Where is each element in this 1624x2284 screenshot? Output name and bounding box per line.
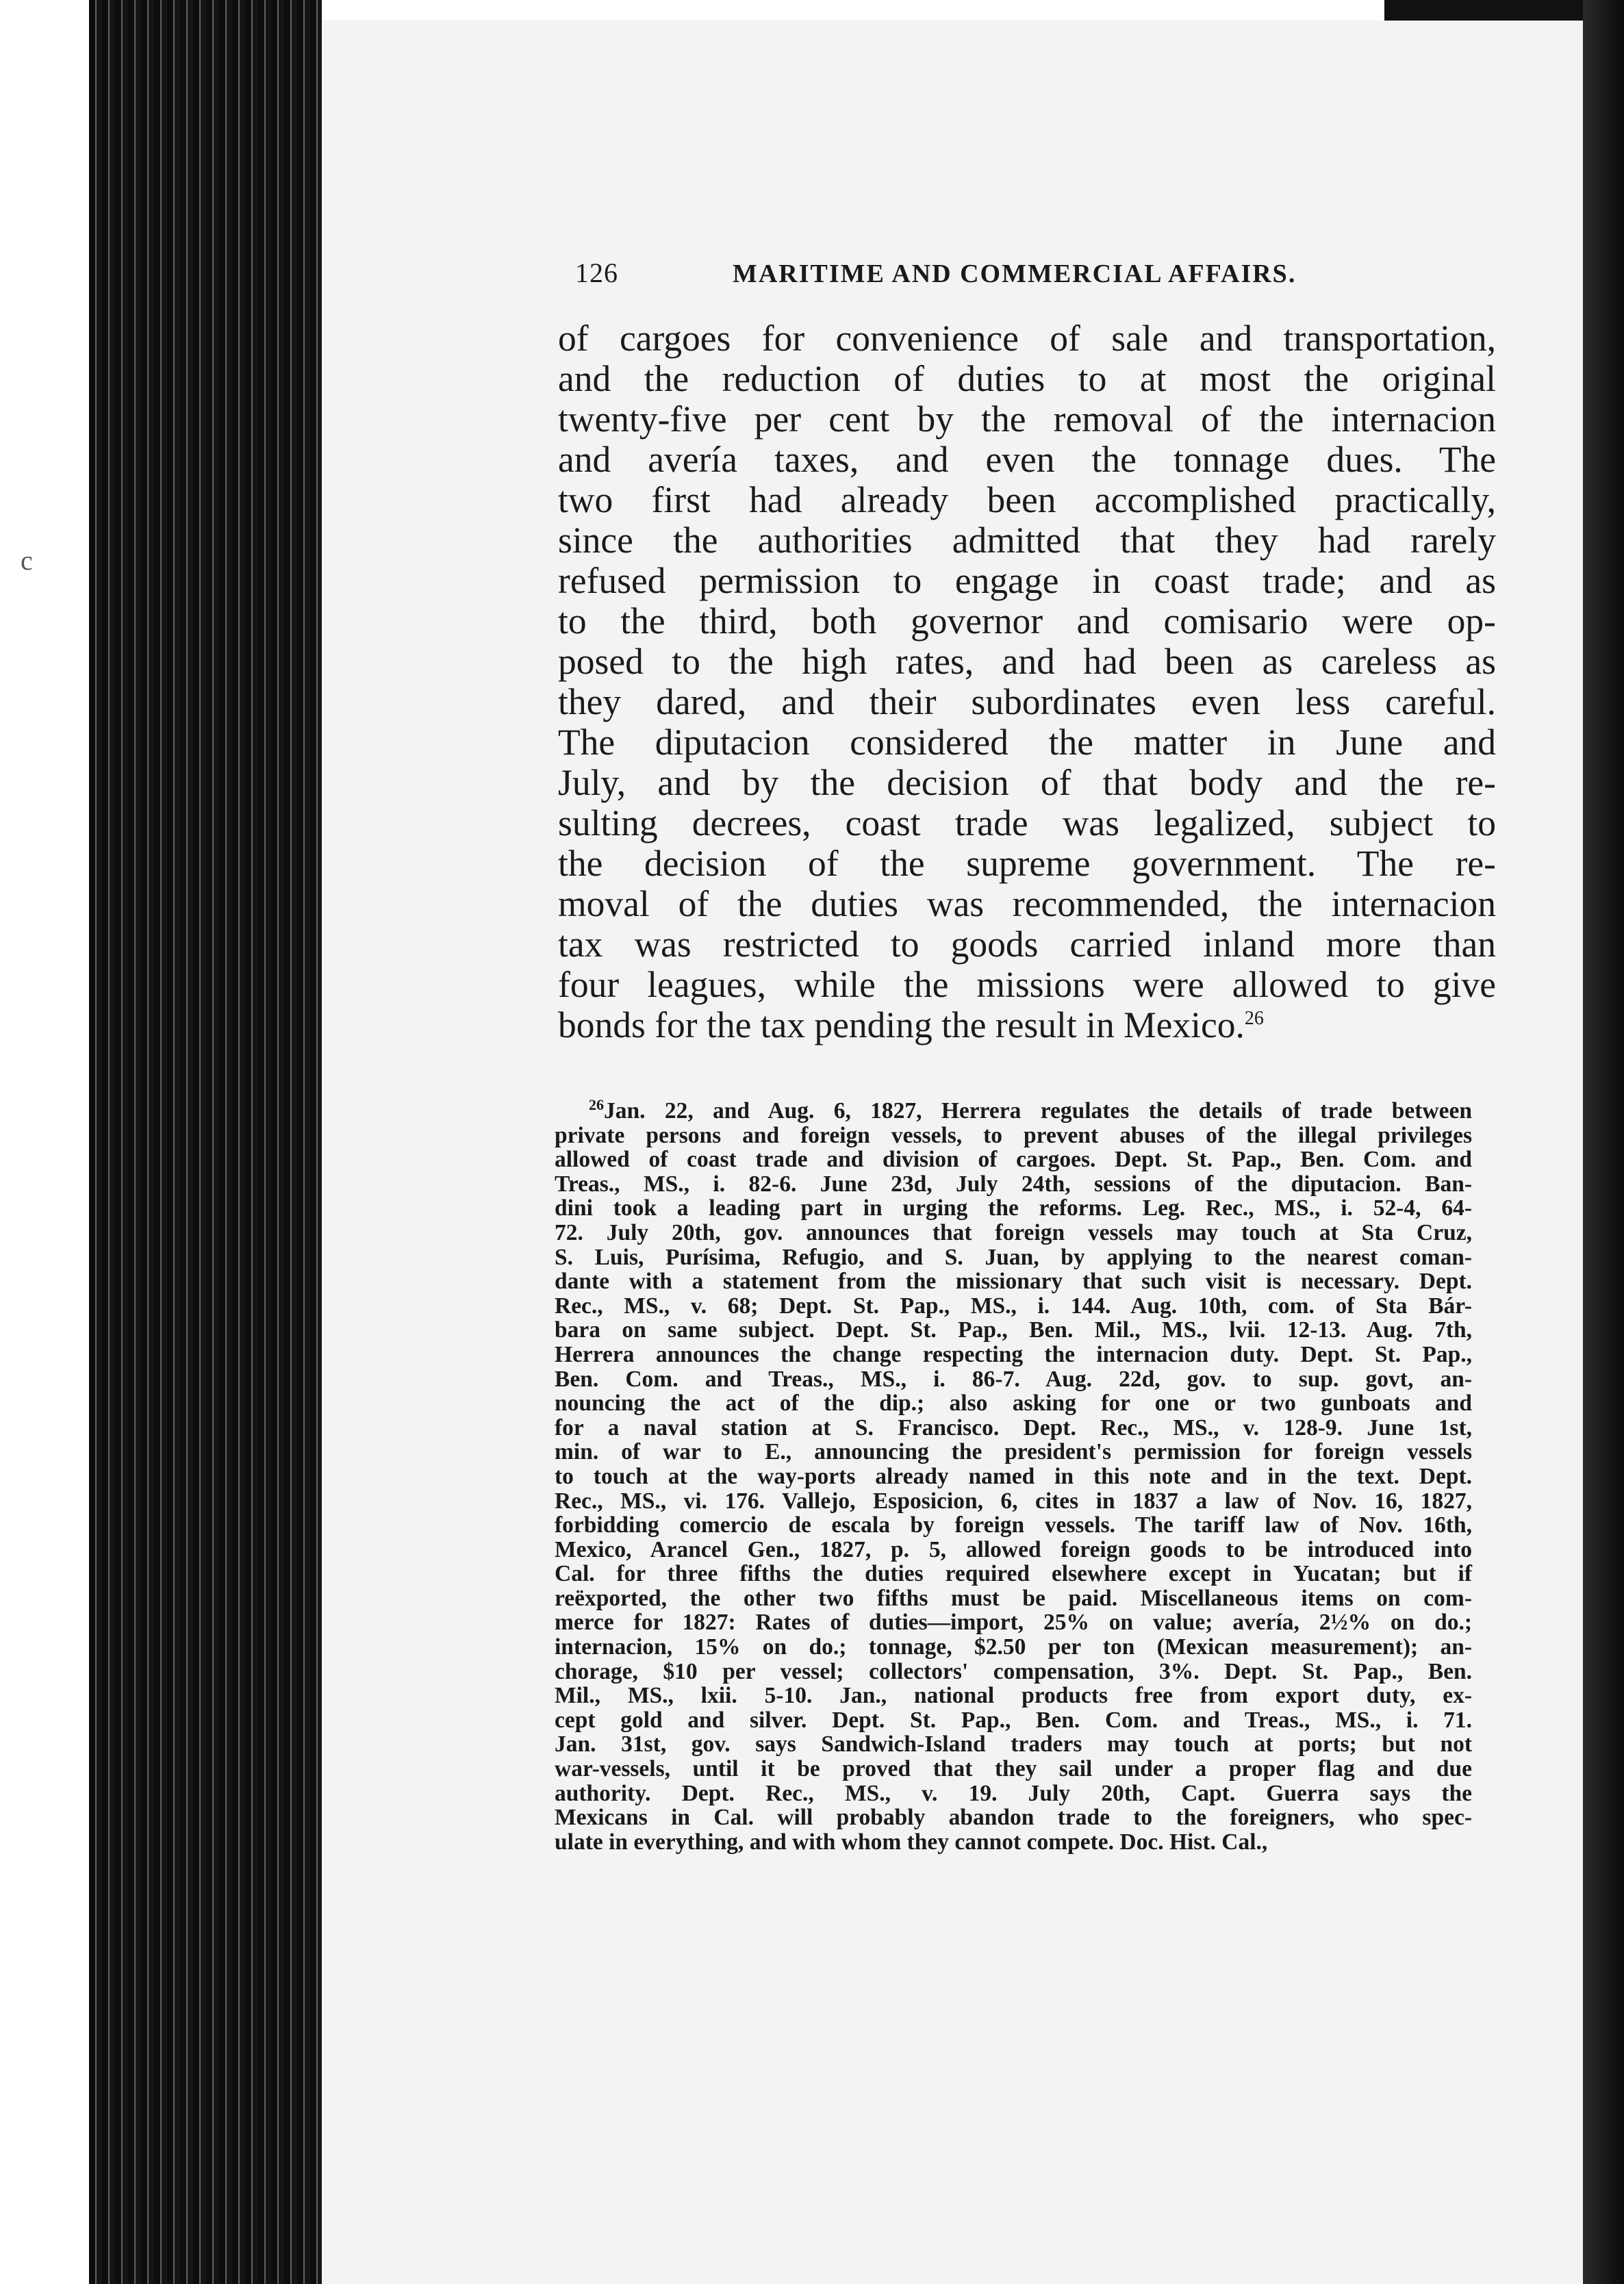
running-head bbox=[575, 257, 1335, 298]
page-edge-right bbox=[1583, 0, 1624, 2284]
body-line: moval of the duties was recommended, the internacion bbox=[558, 883, 1496, 924]
footnote-line: S. Luis, Purísima, Refugio, and S. Juan, by applying to the nearest coman- bbox=[555, 1244, 1472, 1270]
footnote-line: to touch at the way-ports already named in this note and in the text. Dept. bbox=[555, 1463, 1472, 1489]
body-line: refused permission to engage in coast trade; and as bbox=[558, 560, 1496, 601]
footnote-line: Mexico, Arancel Gen., 1827, p. 5, allowed foreign goods to be introduced into bbox=[555, 1536, 1472, 1562]
footnote-line: min. of war to E., announcing the president's permission for foreign vessels bbox=[555, 1439, 1472, 1465]
footnote-line: reëxported, the other two fifths must be paid. Miscellaneous items on com- bbox=[555, 1585, 1472, 1611]
page-margin-left bbox=[0, 0, 89, 2284]
footnote-line: chorage, $10 per vessel; collectors' compensation, 3%. Dept. St. Pap., Ben. bbox=[555, 1658, 1472, 1684]
footnote-marker: 26 bbox=[589, 1095, 604, 1113]
footnote-line: dini took a leading part in urging the reforms. Leg. Rec., MS., i. 52-4, 64- bbox=[555, 1195, 1472, 1221]
page-number: 126 bbox=[575, 257, 618, 288]
body-line: July, and by the decision of that body and the re- bbox=[558, 762, 1496, 803]
book-binding-edge bbox=[89, 0, 322, 2284]
footnote-line: Mexicans in Cal. will probably abandon trade to the foreigners, who spec- bbox=[555, 1805, 1472, 1831]
footnote-line: war-vessels, until it be proved that they sail under a proper flag and due bbox=[555, 1756, 1472, 1782]
footnote-line: private persons and foreign vessels, to prevent abuses of the illegal privileges bbox=[555, 1122, 1472, 1148]
body-line-last bbox=[558, 1005, 1496, 1045]
margin-mark: c bbox=[21, 545, 33, 576]
footnote-line: Cal. for three fifths the duties required elsewhere except in Yucatan; but if bbox=[555, 1561, 1472, 1587]
footnote-reference: 26 bbox=[1244, 1008, 1264, 1030]
body-line: they dared, and their subordinates even less careful. bbox=[558, 681, 1496, 722]
footnote-line: Rec., MS., vi. 176. Vallejo, Esposicion, 6, cites in 1837 a law of Nov. 16, 1827, bbox=[555, 1488, 1472, 1514]
footnote-line-first bbox=[555, 1095, 1472, 1124]
body-line: since the authorities admitted that they had rarely bbox=[558, 520, 1496, 561]
footnote-line: forbidding comercio de escala by foreign vessels. The tariff law of Nov. 16th, bbox=[555, 1512, 1472, 1538]
footnote-line-text: Jan. 22, and Aug. 6, 1827, Herrera regulates the details of trade between bbox=[604, 1098, 1472, 1124]
footnote-line: bara on same subject. Dept. St. Pap., Ben. Mil., MS., lvii. 12-13. Aug. 7th, bbox=[555, 1317, 1472, 1343]
body-line: two first had already been accomplished practically, bbox=[558, 479, 1496, 520]
body-line: and the reduction of duties to at most the original bbox=[558, 358, 1496, 399]
footnote-line: Ben. Com. and Treas., MS., i. 86-7. Aug. 22d, gov. to sup. govt, an- bbox=[555, 1366, 1472, 1392]
body-line: tax was restricted to goods carried inland more than bbox=[558, 924, 1496, 965]
footnote-line: authority. Dept. Rec., MS., v. 19. July 20th, Capt. Guerra says the bbox=[555, 1780, 1472, 1806]
footnote-line: cept gold and silver. Dept. St. Pap., Ben. Com. and Treas., MS., i. 71. bbox=[555, 1707, 1472, 1733]
footnote-line: Rec., MS., v. 68; Dept. St. Pap., MS., i. 144. Aug. 10th, com. of Sta Bár- bbox=[555, 1293, 1472, 1319]
body-line: posed to the high rates, and had been as careless as bbox=[558, 641, 1496, 682]
footnote-line: ulate in everything, and with whom they cannot compete. Doc. Hist. Cal., bbox=[555, 1829, 1268, 1855]
footnote-line: allowed of coast trade and division of cargoes. Dept. St. Pap., Ben. Com. and bbox=[555, 1147, 1472, 1173]
body-paragraph bbox=[558, 318, 1496, 1045]
body-line: to the third, both governor and comisario were op- bbox=[558, 600, 1496, 642]
footnote-line: internacion, 15% on do.; tonnage, $2.50 per ton (Mexican measurement); an- bbox=[555, 1634, 1472, 1660]
body-line: four leagues, while the missions were allowed to give bbox=[558, 964, 1496, 1005]
body-line: the decision of the supreme government. The re- bbox=[558, 843, 1496, 884]
footnote-line: nouncing the act of the dip.; also asking for one or two gunboats and bbox=[555, 1391, 1472, 1417]
page-edge-top bbox=[1384, 0, 1583, 21]
footnote-line: Jan. 31st, gov. says Sandwich-Island traders may touch at ports; but not bbox=[555, 1731, 1472, 1758]
footnote-line: 72. July 20th, gov. announces that foreign vessels may touch at Sta Cruz, bbox=[555, 1219, 1472, 1245]
footnote bbox=[555, 1095, 1472, 1855]
footnote-line: for a naval station at S. Francisco. Dept. Rec., MS., v. 128-9. June 1st, bbox=[555, 1414, 1472, 1441]
body-line: twenty-five per cent by the removal of the internacion bbox=[558, 398, 1496, 440]
footnote-line: Herrera announces the change respecting the internacion duty. Dept. St. Pap., bbox=[555, 1341, 1472, 1367]
footnote-line: Mil., MS., lxii. 5-10. Jan., national products free from export duty, ex- bbox=[555, 1683, 1472, 1709]
header-title: MARITIME AND COMMERCIAL AFFAIRS. bbox=[733, 259, 1297, 288]
body-line: and avería taxes, and even the tonnage dues. The bbox=[558, 439, 1496, 480]
footnote-line: Treas., MS., i. 82-6. June 23d, July 24th, sessions of the diputacion. Ban- bbox=[555, 1171, 1472, 1197]
body-line-text: bonds for the tax pending the result in Mexico. bbox=[558, 1004, 1245, 1045]
footnote-line: dante with a statement from the missionary that such visit is necessary. Dept. bbox=[555, 1269, 1472, 1295]
body-line: The diputacion considered the matter in June and bbox=[558, 722, 1496, 763]
body-line: sulting decrees, coast trade was legalized, subject to bbox=[558, 802, 1496, 843]
body-line: of cargoes for convenience of sale and transportation, bbox=[558, 318, 1496, 359]
footnote-line: merce for 1827: Rates of duties—import, 25% on value; avería, 2½% on do.; bbox=[555, 1610, 1472, 1636]
